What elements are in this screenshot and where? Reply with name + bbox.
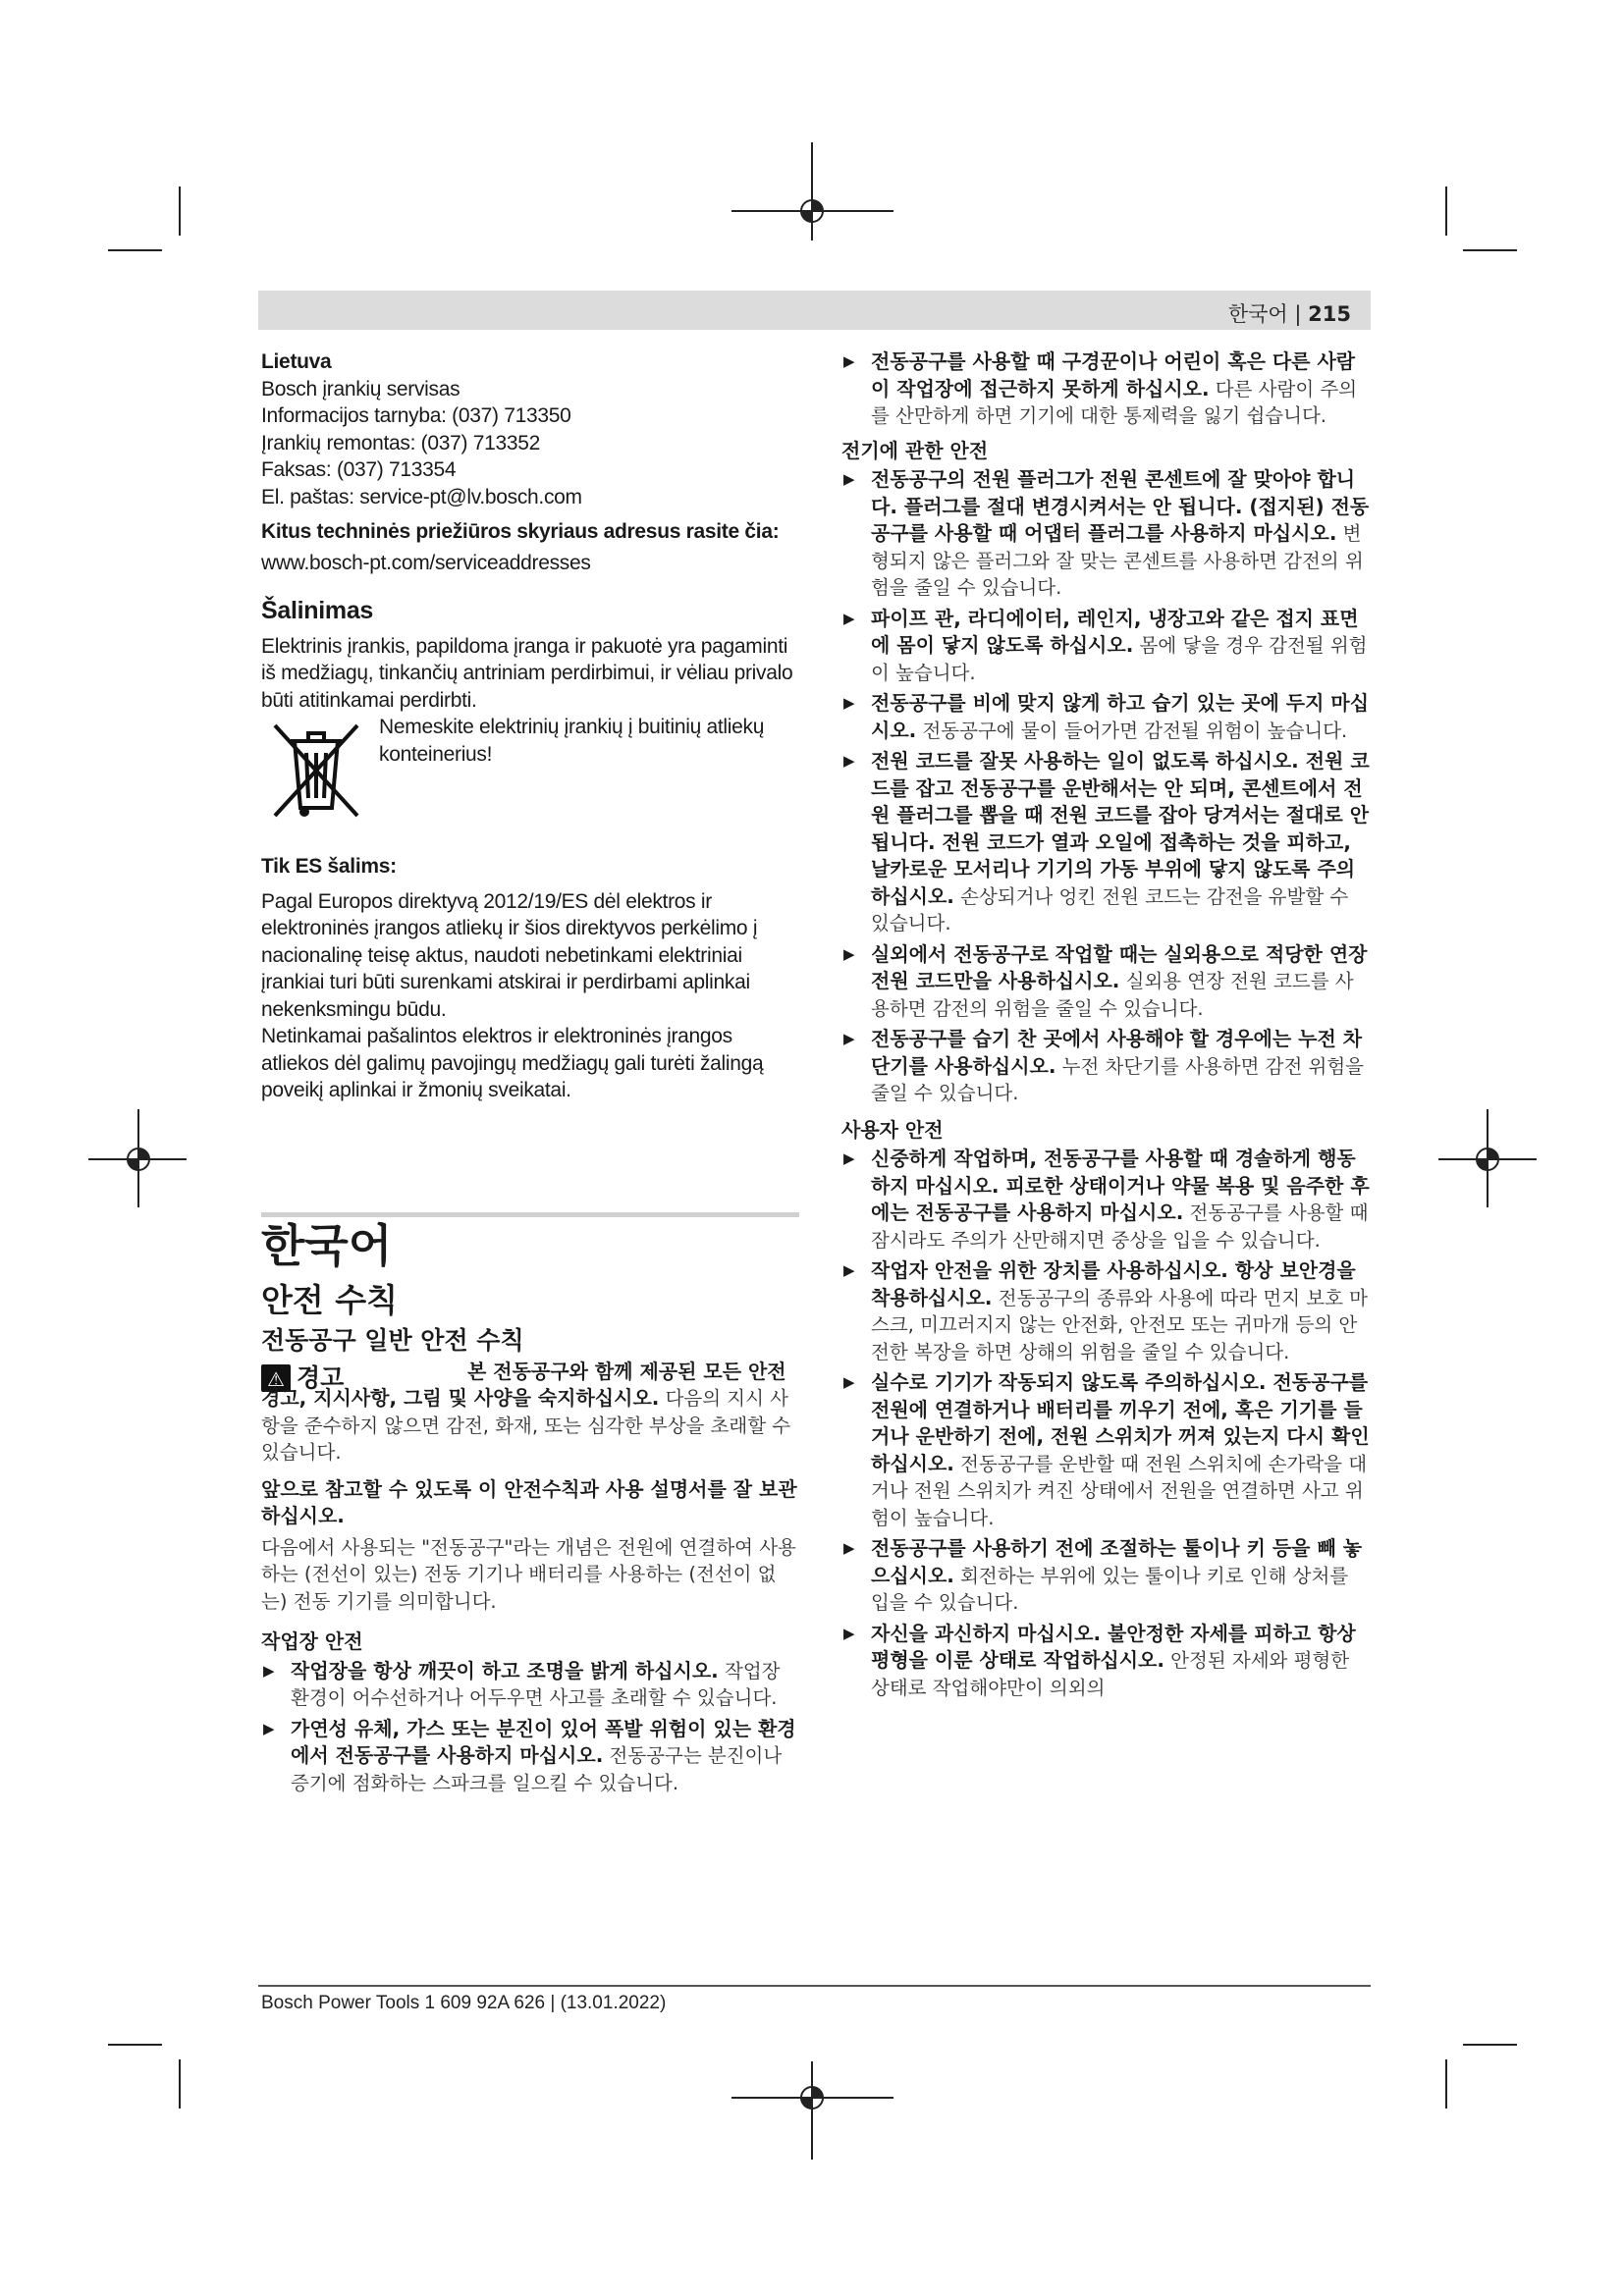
service-line: Faksas: (037) 713354: [261, 458, 457, 481]
list-item: [841, 941, 1372, 1023]
crossed-out-wheelie-bin-icon: [261, 714, 371, 824]
item-bold: 전동공구를 습기 찬 곳에서 사용해야 할 경우에는 누전 차단기를 사용하십시오.: [871, 1027, 1363, 1078]
page-number: 215: [1308, 302, 1351, 326]
item-bold: 실수로 기기가 작동되지 않도록 주의하십시오. 전동공구를 전원에 연결하거나 배터리를 끼우기 전에, 혹은 기기를 들거나 운반하기 전에, 전원 스위치가 꺼져 있는지 다시 확인하십시오.: [871, 1370, 1370, 1475]
list-item: [841, 1026, 1372, 1107]
item-text: 누전 차단기를 사용하면 감전 위험을 줄일 수 있습니다.: [871, 1054, 1365, 1104]
list-item: [841, 1257, 1372, 1365]
warning-normal-text: 다음의 지시 사항을 준수하지 않으면 감전, 화재, 또는 심각한 부상을 초래할 수 있습니다.: [261, 1387, 791, 1464]
service-line: Įrankių remontas: (037) 713352: [261, 431, 541, 454]
work-area-title: 작업장 안전: [261, 1629, 363, 1653]
eu-text: Pagal Europos direktyvą 2012/19/ES dėl elektros ir elektroninės įrangos atliekų ir šios direktyvos perkėlimo į nacionalinę teisę aktus, naudoti nebetinkami elektriniai įrankiai turi būti surenkami atskirai ir perdirbami aplinkai nekenksmingu būdu.: [261, 889, 758, 1021]
item-text: 전동공구에 물이 들어가면 감전될 위험이 높습니다.: [922, 719, 1348, 742]
warning-triangle-icon: ⚠: [261, 1364, 291, 1392]
list-item: [841, 1535, 1372, 1617]
item-text: 전동공구를 사용할 때 잠시라도 주의가 산만해지면 중상을 입을 수 있습니다.: [871, 1201, 1369, 1252]
disposal-text: Elektrinis įrankis, papildoma įranga ir pakuotė yra pagaminti iš medžiagų, tinkančių antriniam perdirbimui, ir vėliau privalo būti atitinkamai perdirbti.: [261, 634, 793, 712]
item-text: 전동공구를 운반할 때 전원 스위치에 손가락을 대거나 전원 스위치가 켜진 상태에서 전원을 연결하면 사고 위험이 높습니다.: [871, 1452, 1368, 1529]
list-item: [261, 1658, 799, 1712]
footer-text: Bosch Power Tools 1 609 92A 626 | (13.01.2022): [261, 1993, 667, 2013]
crop-mark: [811, 142, 813, 240]
crop-mark: [1445, 2059, 1447, 2109]
other-addresses-url: www.bosch-pt.com/serviceaddresses: [261, 551, 591, 574]
list-item: [841, 348, 1372, 430]
keep-instructions: 앞으로 참고할 수 있도록 이 안전수칙과 사용 설명서를 잘 보관하십시오.: [261, 1476, 797, 1527]
right-column: [841, 348, 1372, 1705]
item-text: 안정된 자세와 평형한 상태로 작업해야만이 의외의: [871, 1649, 1350, 1699]
power-tool-definition: 다음에서 사용되는 "전동공구"라는 개념은 전원에 연결하여 사용하는 (전선이 있는) 전동 기기나 배터리를 사용하는 (전선이 없는) 전동 기기를 의미합니다.: [261, 1535, 796, 1613]
crop-mark: [811, 2061, 813, 2160]
list-item: [841, 606, 1372, 687]
crop-mark: [179, 187, 181, 236]
crop-mark: [179, 2059, 181, 2109]
warning-text: 경고: [297, 1362, 345, 1392]
header-label: 한국어 | 215: [1227, 302, 1351, 326]
item-bold: 전동공구를 사용하기 전에 조절하는 툴이나 키 등을 빼 놓으십시오.: [871, 1536, 1363, 1587]
item-text: 몸에 닿을 경우 감전될 위험이 높습니다.: [871, 634, 1368, 684]
item-text: 다른 사람이 주의를 산만하게 하면 기기에 대한 통제력을 잃기 쉽습니다.: [871, 377, 1358, 427]
list-item: [841, 466, 1372, 602]
item-text: 실외용 연장 전원 코드를 사용하면 감전의 위험을 줄일 수 있습니다.: [871, 970, 1354, 1020]
crop-mark: [1463, 249, 1517, 251]
item-bold: 전동공구를 사용할 때 구경꾼이나 어린이 혹은 다른 사람이 작업장에 접근하지 못하게 하십시오.: [871, 349, 1356, 400]
crop-mark: [108, 249, 162, 251]
crop-mark: [1438, 1158, 1537, 1160]
list-item: [261, 1716, 799, 1797]
service-line: El. paštas: service-pt@lv.bosch.com: [261, 485, 582, 508]
crop-mark: [731, 2097, 893, 2099]
item-bold: 전동공구를 비에 맞지 않게 하고 습기 있는 곳에 두지 마십시오.: [871, 691, 1370, 742]
crop-mark: [108, 2044, 162, 2046]
item-bold: 자신을 과신하지 마십시오. 불안정한 자세를 피하고 항상 평형을 이룬 상태로 작업하십시오.: [871, 1621, 1356, 1672]
left-column: [261, 348, 799, 1800]
section-divider: [261, 1212, 799, 1217]
personal-safety-list: [841, 1146, 1372, 1701]
weee-notice: [261, 714, 799, 824]
item-bold: 전동공구의 전원 플러그가 전원 콘센트에 잘 맞아야 합니다. 플러그를 절대 변경시켜서는 안 됩니다. (접지된) 전동공구를 사용할 때 어댑터 플러그를 사용하지 마십시오.: [871, 467, 1370, 545]
item-bold: 전원 코드를 잘못 사용하는 일이 없도록 하십시오. 전원 코드를 잡고 전동공구를 운반해서는 안 되며, 콘센트에서 전원 플러그를 뽑을 때 전원 코드를 잡아 당겨서는 절대로 안 됩니다. 전원 코드가 열과 오일에 접촉하는 것을 피하고, 날카로운 모서리나 기기의 가동 부위에 닿지 않도록 주의하십시오.: [871, 749, 1370, 908]
korean-section: [261, 1218, 799, 1797]
eu-text: Netinkamai pašalintos elektros ir elektroninės įrangos atliekos dėl galimų pavojingų medžiagų gali turėti žalingą poveikį aplinkai ir žmonių sveikatai.: [261, 1025, 764, 1101]
electrical-safety-list: [841, 466, 1372, 1107]
service-line: Bosch įrankių servisas: [261, 377, 460, 400]
item-text: 손상되거나 엉킨 전원 코드는 감전을 유발할 수 있습니다.: [871, 884, 1349, 934]
item-bold: 작업자 안전을 위한 장치를 사용하십시오. 항상 보안경을 착용하십시오.: [871, 1258, 1356, 1309]
item-text: 전동공구의 종류와 사용에 따라 먼지 보호 마스크, 미끄러지지 않는 안전화, 안전모 또는 귀마개 등의 안전한 복장을 하면 상해의 위험을 줄일 수 있습니다.: [871, 1286, 1368, 1363]
item-bold: 작업장을 항상 깨끗이 하고 조명을 밝게 하십시오.: [291, 1658, 719, 1682]
crop-mark: [1463, 2044, 1517, 2046]
footer-rule: [258, 1985, 1371, 1987]
crop-mark: [731, 210, 893, 212]
list-item: [841, 690, 1372, 744]
personal-safety-title: 사용자 안전: [841, 1117, 944, 1142]
safety-title: 안전 수칙: [261, 1280, 399, 1319]
service-line: Informacijos tarnyba: (037) 713350: [261, 404, 571, 427]
disposal-heading: Šalinimas: [261, 597, 374, 624]
general-safety-title: 전동공구 일반 안전 수칙: [261, 1326, 524, 1355]
list-item: [841, 1621, 1372, 1702]
item-text: 작업장 환경이 어수선하거나 어두우면 사고를 초래할 수 있습니다.: [291, 1659, 781, 1709]
item-text: 전동공구는 분진이나 증기에 점화하는 스파크를 일으킬 수 있습니다.: [291, 1744, 783, 1794]
warning-bold-text: 본 전동공구와 함께 제공된 모든 안전경고, 지시사항, 그림 및 사양을 숙지하십시오.: [261, 1359, 786, 1410]
list-item: [841, 1369, 1372, 1531]
item-text: 회전하는 부위에 있는 툴이나 키로 인해 상처를 입을 수 있습니다.: [871, 1564, 1349, 1614]
header-language: 한국어: [1227, 302, 1288, 326]
item-text: 변형되지 않은 플러그와 잘 맞는 콘센트를 사용하면 감전의 위험을 줄일 수 있습니다.: [871, 522, 1364, 599]
lithuanian-service-block: [261, 348, 799, 1104]
country-heading: Lietuva: [261, 350, 332, 373]
language-title: 한국어: [261, 1218, 393, 1272]
eu-heading: Tik ES šalims:: [261, 855, 397, 878]
list-item: [841, 1146, 1372, 1254]
item-bold: 실외에서 전동공구로 작업할 때는 실외용으로 적당한 연장 전원 코드만을 사용하십시오.: [871, 941, 1368, 992]
item-bold: 가연성 유체, 가스 또는 분진이 있어 폭발 위험이 있는 환경에서 전동공구를 사용하지 마십시오.: [291, 1716, 796, 1767]
electrical-safety-title: 전기에 관한 안전: [841, 438, 989, 462]
work-area-list: [261, 1658, 799, 1797]
bin-text: Nemeskite elektrinių įrankių į buitinių atliekų konteinerius!: [379, 716, 765, 766]
item-bold: 신중하게 작업하며, 전동공구를 사용할 때 경솔하게 행동하지 마십시오. 피로한 상태이거나 약물 복용 및 음주한 후에는 전동공구를 사용하지 마십시오.: [871, 1147, 1370, 1224]
other-addresses-label: Kitus techninės priežiūros skyriaus adresus rasite čia:: [261, 520, 780, 543]
list-item: [841, 748, 1372, 937]
crop-mark: [88, 1158, 187, 1160]
item-bold: 파이프 관, 라디에이터, 레인지, 냉장고와 같은 접지 표면에 몸이 닿지 않도록 하십시오.: [871, 606, 1359, 657]
page-header: [258, 291, 1371, 330]
crop-mark: [1445, 187, 1447, 236]
work-area-list-continued: [841, 348, 1372, 430]
